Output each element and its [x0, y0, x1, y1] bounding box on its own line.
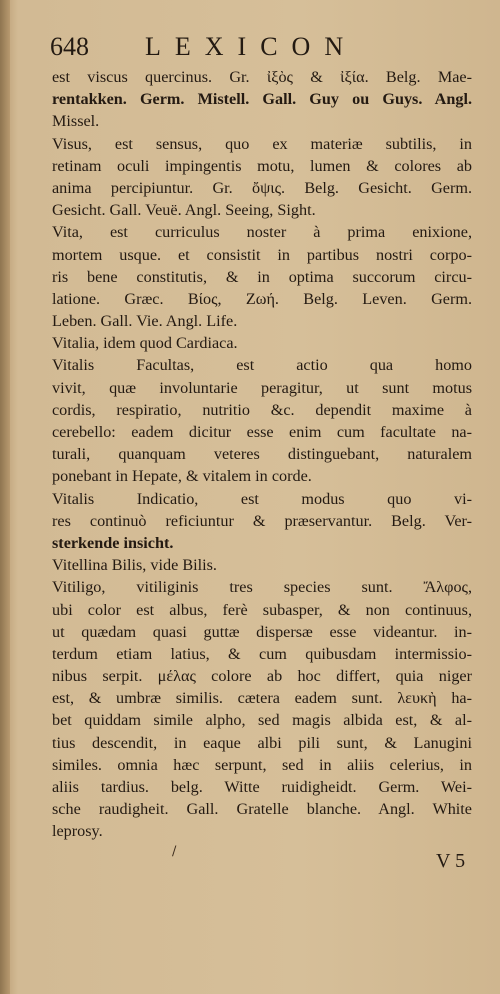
text-line: nibus serpit. μέλας colore ab hoc differt, quia niger — [52, 667, 472, 686]
entry-vitalia: Vitalia, idem quod Cardiaca. — [52, 334, 238, 353]
text-line: res continuò reficiuntur & præservantur. Belg. Ver- — [52, 511, 472, 530]
signature-mark: V 5 — [436, 850, 466, 872]
text-line: ubi color est albus, ferè subasper, & non continuus, — [52, 600, 472, 619]
text-line: bet quiddam simile alpho, sed magis albida est, & al- — [52, 711, 472, 730]
text-line: Gesicht. Gall. Veuë. Angl. Seeing, Sight. — [52, 201, 316, 220]
entry-vita: Vita, est curriculus noster à prima enixione, — [52, 223, 472, 242]
text-line: cerebello: eadem dicitur esse enim cum facultate na- — [52, 423, 472, 441]
text-line: aliis tardius. belg. Witte ruidigheidt. Germ. Wei- — [52, 778, 472, 796]
text-line: leprosy. — [52, 822, 103, 841]
ink-mark-icon: ∕ — [172, 844, 177, 859]
text-line: ponebant in Hepate, & vitalem in corde. — [52, 467, 312, 486]
text-line: ris bene constitutis, & in optima succorum circu- — [52, 267, 472, 286]
text-line: similes. omnia hæc serpunt, sed in aliis celerius, in — [52, 755, 472, 774]
entry-vitalis-facultas: Vitalis Facultas, est actio qua homo — [52, 356, 472, 375]
entry-visus: Visus, est sensus, quo ex materiæ subtilis, in — [52, 134, 472, 153]
text-line: cordis, respiratio, nutritio &c. dependit maxime à — [52, 400, 472, 419]
text-line: terdum etiam latius, & cum quibusdam intermissio- — [52, 644, 472, 663]
text-line: Leben. Gall. Vie. Angl. Life. — [52, 312, 238, 331]
text-line: retinam oculi impingentis motu, lumen & colores ab — [52, 156, 472, 175]
lexicon-text-block — [52, 66, 472, 843]
text-line: vivit, quæ involuntarie peragitur, ut sunt motus — [52, 378, 472, 397]
running-title: LEXICON — [145, 32, 358, 61]
entry-vitalis-indicatio: Vitalis Indicatio, est modus quo vi- — [52, 489, 472, 508]
text-line: sche raudigheit. Gall. Gratelle blanche. Angl. White — [52, 800, 472, 819]
text-line: Missel. — [52, 112, 100, 131]
text-line: sterkende insicht. — [52, 533, 174, 552]
text-line: est, & umbræ similis. cætera eadem sunt. λευκὴ ha- — [52, 689, 472, 708]
text-line: latione. Græc. Βίος, Ζωή. Belg. Leven. Germ. — [52, 289, 472, 308]
text-line: turali, quanquam veteres distinguebant, naturalem — [52, 445, 472, 464]
entry-vitellina-bilis: Vitellina Bilis, vide Bilis. — [52, 556, 217, 575]
text-line: anima percipiuntur. Gr. ὄψις. Belg. Gesicht. Germ. — [52, 178, 472, 197]
text-line: ut quædam quasi guttæ dispersæ esse videantur. in- — [52, 622, 472, 641]
entry-vitiligo: Vitiligo, vitiliginis tres species sunt. Ἄλφος, — [52, 578, 472, 597]
text-line: tius descendit, in eaque albi pili sunt, & Lanugini — [52, 733, 472, 752]
text-line: rentakken. Germ. Mistell. Gall. Guy ou Guys. Angl. — [52, 90, 472, 109]
text-line: est viscus quercinus. Gr. ἰξὸς & ἰξία. Belg. Mae- — [52, 68, 472, 86]
running-header — [50, 30, 462, 64]
text-line: mortem usque. et consistit in partibus nostri corpo- — [52, 245, 472, 264]
page-number: 648 — [50, 32, 89, 61]
page-spine-shadow — [0, 0, 10, 994]
